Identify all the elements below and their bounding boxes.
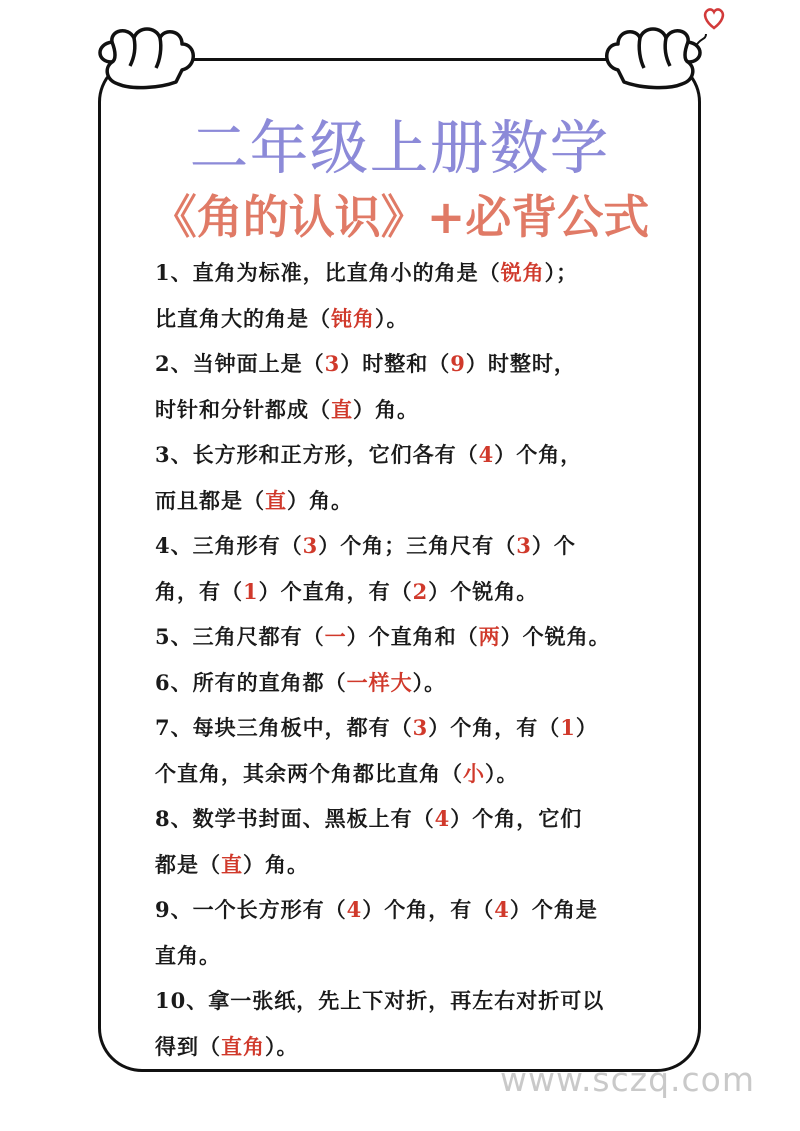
statement-text: ）。: [412, 669, 447, 695]
statement-text: 10、拿一张纸，先上下对折，再左右对折可以: [155, 988, 605, 1013]
list-item-line: [155, 887, 675, 933]
statement-text: ）个直角和（: [346, 624, 479, 649]
list-item-line: [155, 432, 675, 478]
list-item-line: [155, 978, 675, 1024]
list-item-line: [155, 751, 675, 797]
list-item-line: [155, 705, 675, 751]
answer-text: 小: [463, 760, 485, 786]
answer-text: 钝角: [331, 305, 375, 331]
list-item-line: [155, 341, 675, 387]
list-item-line: [155, 933, 675, 979]
answer-text: 3: [412, 715, 429, 740]
statement-text: 个直角，其余两个角都比直角（: [155, 760, 463, 786]
answer-text: 4: [346, 897, 363, 922]
statement-text: ）个锐角。: [428, 578, 539, 604]
statement-text: ）个角是: [509, 897, 598, 922]
statement-text: ）时整和（: [340, 351, 451, 376]
list-item-line: [155, 614, 675, 660]
list-item-line: [155, 387, 675, 433]
statement-text: ）。: [265, 1033, 299, 1059]
statement-text: ）时整时，: [465, 351, 576, 376]
answer-text: 直: [221, 851, 243, 877]
answer-text: 4: [494, 897, 510, 922]
list-item-line: [155, 250, 675, 296]
answer-text: 直角: [221, 1033, 265, 1059]
statement-text: 5、三角尺都有（: [155, 624, 325, 649]
answer-text: 9: [450, 351, 466, 376]
statement-text: 2、当钟面上是（: [155, 351, 325, 376]
statement-text: ）个锐角。: [500, 624, 611, 649]
answer-text: 2: [412, 578, 429, 604]
answer-text: 3: [302, 533, 319, 558]
statement-text: 时针和分针都成（: [155, 396, 331, 422]
statement-text: ）角。: [243, 851, 309, 877]
answer-text: 3: [516, 533, 532, 558]
statement-text: ）个角，它们: [450, 806, 583, 831]
statement-text: 而且都是（: [155, 487, 265, 513]
watermark: www.sczq.com: [500, 1060, 756, 1099]
statement-text: 6、所有的直角都（: [155, 669, 347, 695]
page-title: 二年级上册数学: [189, 114, 610, 182]
answer-text: 一样大: [346, 669, 413, 695]
statement-text: ）。: [485, 760, 519, 786]
list-item-line: [155, 569, 675, 615]
list-item-line: [155, 523, 675, 569]
answer-text: 锐角: [500, 260, 545, 285]
heart-icon: [705, 9, 723, 28]
statement-text: 都是（: [155, 851, 221, 877]
statement-text: ）角。: [353, 396, 419, 422]
statement-text: ）；: [544, 260, 579, 285]
answer-text: 直: [331, 396, 353, 422]
list-item-line: [155, 296, 675, 342]
answer-text: 直: [265, 487, 287, 513]
statement-text: 4、三角形有（: [155, 533, 303, 558]
statement-text: ）个: [531, 533, 576, 558]
statement-text: ）角。: [287, 487, 353, 513]
answer-text: 4: [478, 442, 495, 467]
statement-text: 比直角大的角是（: [155, 305, 331, 331]
answer-text: 1: [243, 578, 259, 604]
answer-text: 3: [324, 351, 341, 376]
answer-text: 两: [478, 624, 501, 649]
statement-text: 7、每块三角板中，都有（: [155, 715, 413, 740]
statement-text: 角，有（: [155, 578, 243, 604]
answer-text: 1: [560, 715, 576, 740]
statement-text: ）个角，有（: [428, 715, 561, 740]
list-item-line: [155, 796, 675, 842]
heart-wiggle-icon: [696, 34, 706, 46]
statement-text: 3、长方形和正方形，它们各有（: [155, 442, 479, 467]
statement-text: ）个直角，有（: [258, 578, 413, 604]
statement-text: ）。: [375, 305, 409, 331]
formula-list: [155, 250, 675, 1069]
statement-text: 8、数学书封面、黑板上有（: [155, 806, 435, 831]
statement-text: ）个角，: [494, 442, 583, 467]
list-item-line: [155, 478, 675, 524]
list-item-line: [155, 842, 675, 888]
statement-text: ）个角；三角尺有（: [318, 533, 517, 558]
statement-text: 直角。: [155, 942, 221, 968]
statement-text: 1、直角为标准，比直角小的角是（: [155, 260, 501, 285]
statement-text: ）个角，有（: [362, 897, 495, 922]
statement-text: 得到（: [155, 1033, 221, 1059]
page-subtitle: 《角的认识》+必背公式: [150, 190, 650, 244]
answer-text: 一: [324, 624, 347, 649]
statement-text: 9、一个长方形有（: [155, 897, 347, 922]
statement-text: ）: [575, 715, 598, 740]
list-item-line: [155, 660, 675, 706]
answer-text: 4: [434, 806, 451, 831]
